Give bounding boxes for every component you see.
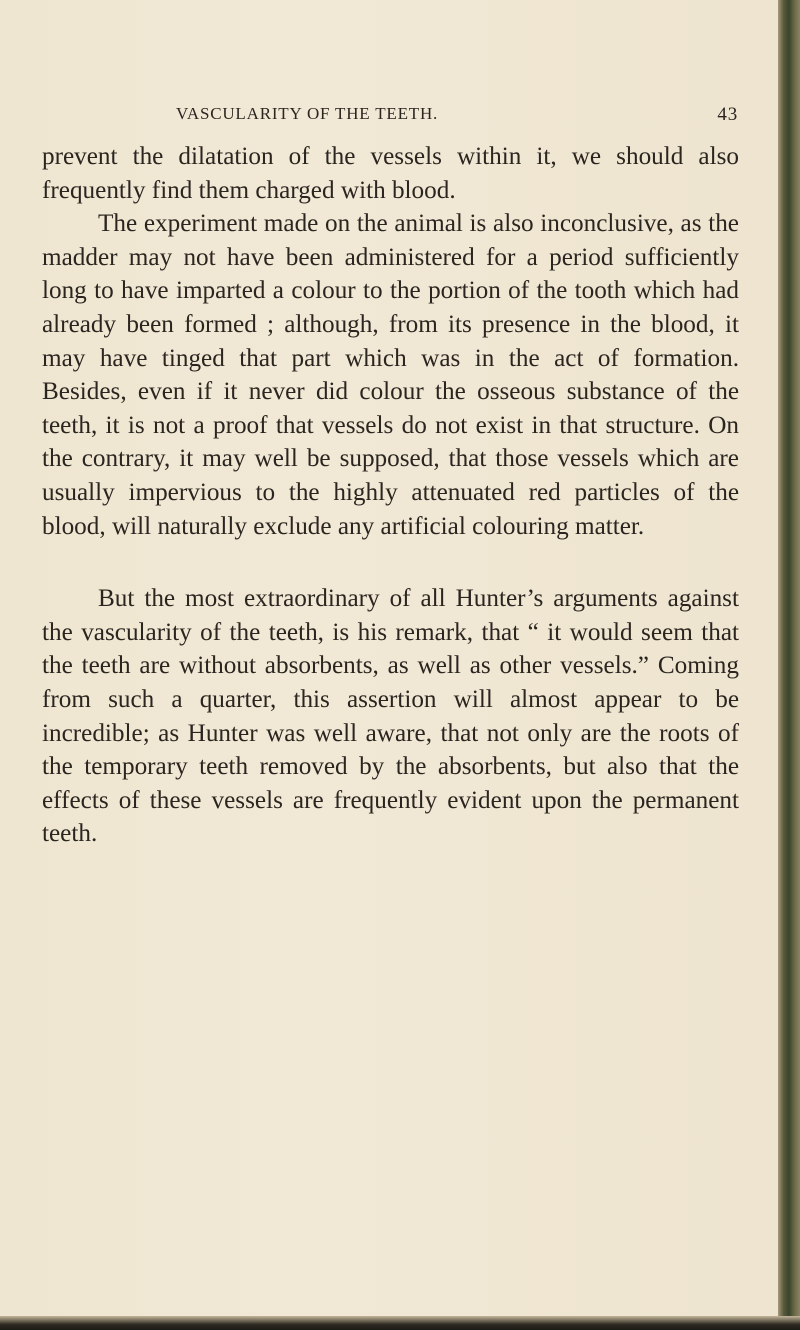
paragraph-experiment: The experiment made on the animal is also inconclusive, as the madder may not have been administered for a period sufficiently long to have imparted a colour to the portion of the tooth which had already been formed ; although, from its presence in the blood, it may have tinged that part which was in the act of formation. Besides, even if it never did colour the osseous substance of the teeth, it is not a proof that vessels do not exist in that structure. On the contrary, it may well be supposed, that those vessels which are usually impervious to the highly attenuated red particles of the blood, will naturally exclude any artificial colouring matter. (42, 210, 739, 540)
running-head (176, 104, 750, 132)
page-bottom-shadow (0, 1316, 800, 1330)
running-head-title: VASCULARITY OF THE TEETH. (176, 104, 439, 123)
book-binding-edge (778, 0, 800, 1330)
paragraph-continuation: prevent the dilatation of the vessels within it, we should also frequently find them charged with blood. (42, 143, 739, 204)
paragraph-hunter: But the most extraordinary of all Hunter’s arguments against the vascularity of the teeth, is his remark, that “ it would seem that the teeth are without absorbents, as well as other vessels.” Coming from such a quarter, this assertion will almost appear to be incredible; as Hunter was well aware, that not only are the roots of the temporary teeth removed by the absorbents, but also that the effects of these vessels are frequently evident upon the permanent teeth. (42, 585, 739, 848)
page-number: 43 (717, 104, 738, 125)
body-text (42, 140, 739, 851)
